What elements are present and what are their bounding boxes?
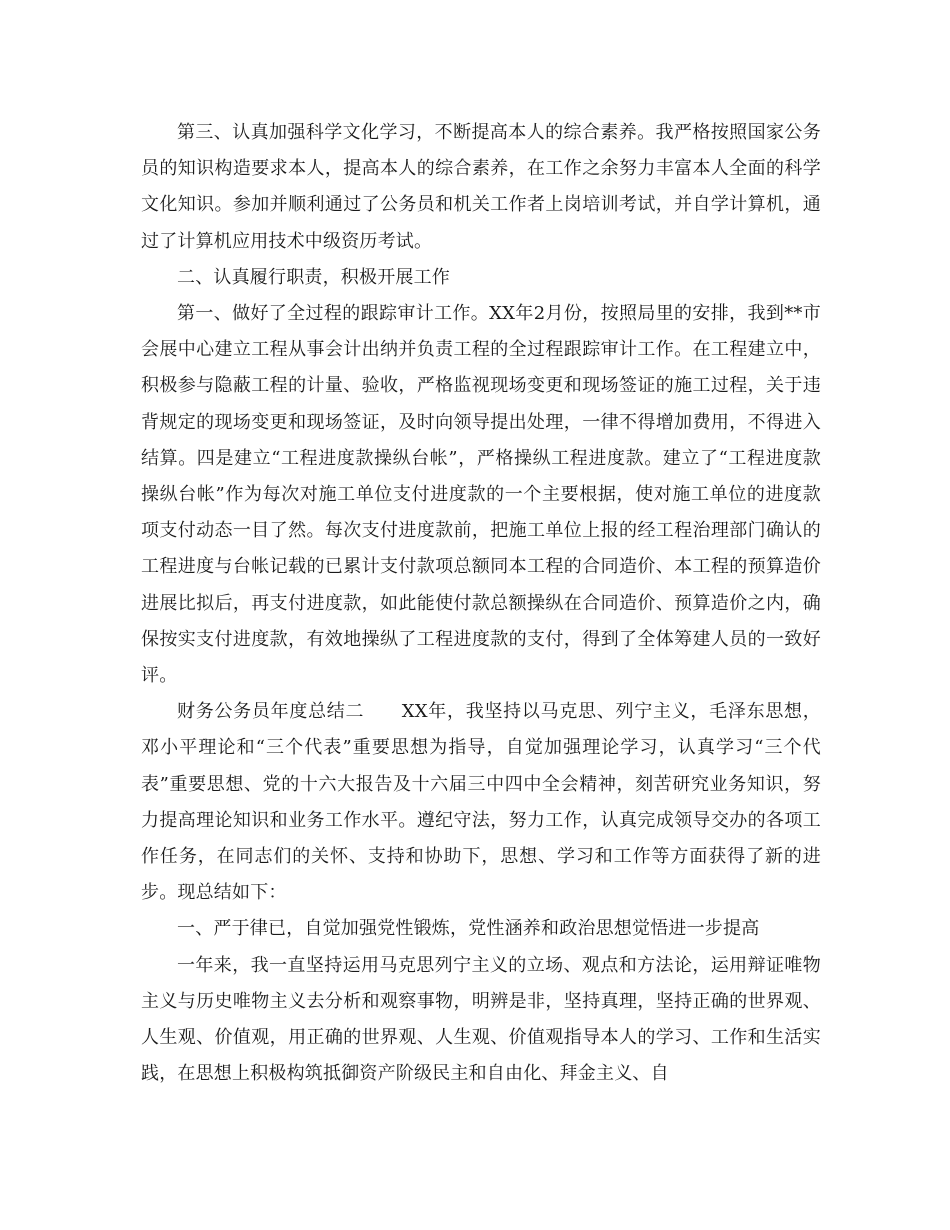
paragraph-audit-work: 第一、做好了全过程的跟踪审计工作。XX年2月份，按照局里的安排，我到**市会展中心建立工程从事会计出纳并负责工程的全过程跟踪审计工作。在工程建立中，积极参与隐蔽工程的计量、验收，严格监视现场变更和现场签证的施工过程，关于违背规定的现场变更和现场签证，及时向领导提出处理，一律不得增加费用，不得进入结算。四是建立“工程进度款操纵台帐”，严格操纵工程进度款。建立了“工程进度款操纵台帐”作为每次对施工单位支付进度款的一个主要根据，使对施工单位的进度款项支付动态一目了然。每次支付进度款前，把施工单位上报的经工程治理部门确认的工程进度与台帐记载的已累计支付款项总额同本工程的合同造价、本工程的预算造价进展比拟后，再支付进度款，如此能使付款总额操纵在合同造价、预算造价之内，确保按实支付进度款，有效地操纵了工程进度款的支付，得到了全体筹建人员的一致好评。 <box>141 303 821 687</box>
heading-fulfill-duties: 二、认真履行职责，积极开展工作 <box>177 266 450 288</box>
paragraph-science-study: 第三、认真加强科学文化学习，不断提高本人的综合素养。我严格按照国家公务员的知识构造要求本人，提高本人的综合素养，在工作之余努力丰富本人全面的科学文化知识。参加并顺利通过了公务员和机关工作者上岗培训考试，并自学计算机，通过了计算机应用技术中级资历考试。 <box>141 122 821 252</box>
heading-self-discipline: 一、严于律已，自觉加强党性锻炼，党性涵养和政治思想觉悟进一步提高 <box>177 918 760 940</box>
paragraph-annual-summary-two: 财务公务员年度总结二 XX年，我坚持以马克思、列宁主义，毛泽东思想，邓小平理论和“三个代表”重要思想为指导，自觉加强理论学习，认真学习“三个代表”重要思想、党的十六大报告及十六届三中四中全会精神，刻苦研究业务知识，努力提高理论知识和业务工作水平。遵纪守法，努力工作，认真完成领导交办的各项工作任务，在同志们的关怀、支持和协助下，思想、学习和工作等方面获得了新的进步。现总结如下： <box>141 701 821 904</box>
paragraph-worldview: 一年来，我一直坚持运用马克思列宁主义的立场、观点和方法论，运用辩证唯物主义与历史唯物主义去分析和观察事物，明辨是非，坚持真理，坚持正确的世界观、人生观、价值观，用正确的世界观、人生观、价值观指导本人的学习、工作和生活实践，在思想上积极构筑抵御资产阶级民主和自由化、拜金主义、自 <box>141 954 821 1085</box>
document-body <box>141 115 821 1092</box>
